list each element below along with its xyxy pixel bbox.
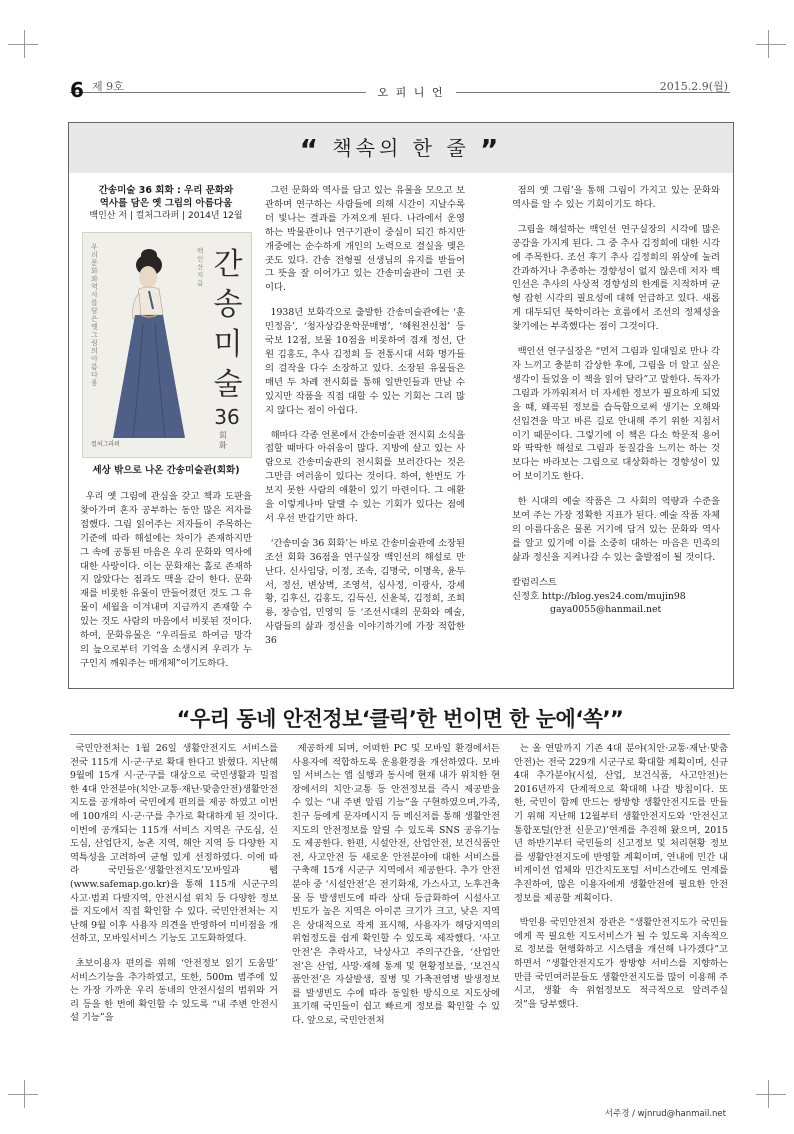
paragraph: ‘간송미술 36 회화’는 바로 간송미술관에 소장된 조선 회화 36점을 연구실장 백인선의 해설로 만난다. 신사임당, 이정, 조속, 김명국, 이명욱, 윤두서, 정선, 변상벽, 조영석, 심사정, 이광사, 강세황, 김후신, 김홍도, 김득신, 신윤복, 김정희, 조희룡, 장승업, 민영익 등 ‘조선시대의 문화와 예술, 사람들의 삶과 정신을 이야기하기에 가장 적합한 36 — [265, 537, 465, 647]
article-byline: 서주경 / wjnrud@hanmail.net — [604, 1109, 726, 1119]
article-col2 — [292, 742, 500, 1038]
paragraph: 국민안전처는 1월 26일 생활안전지도 서비스를 전국 115개 시·군·구로 확대 한다고 밝혔다. 지난해 9월에 15개 시·군·구를 대상으로 국민생활과 밀접한 4대 안전분야(치안·교통·재난·맞춤안전)생활안전지도를 공개하여 국민에게 편의를 제공 하였고 이번에 100개의 시·군·구를 추가로 확대하게 된 것이다. 이번에 공개되는 115개 서비스 지역은 구도심, 신도심, 산업단지, 농촌 지역, 해안 지역 등 다양한 지역특성을 고려하여 균형 있게 선정하였다. 이에 따라 국민들은‘생활안전지도’모바일과 웹(www.safemap.go.kr)을 통해 115개 시군구의 사고·범죄 다발지역, 안전시설 위치 등 다양한 정보를 지도에서 직접 확인할 수 있다. 국민안전처는 지난해 9월 이후 사용자 의견을 반영하여 미비점을 개선하고, 모바일서비스 기능도 고도화하였다. — [70, 743, 278, 945]
column-text-col1 — [80, 490, 252, 682]
paragraph: 는 올 연말까지 기존 4대 분야(치안·교통·재난·맞춤안전)는 전국 229개 시군구로 확대할 계획이며, 신규 4대 추가분야(시설, 산업, 보건식품, 사고안전)는 2016년까지 단계적으로 확대해 나갈 방침이다. 또한, 국민이 함께 만드는 쌍방향 생활안전지도를 만들기 위해 지난해 12월부터 생활안전지도와 ‘안전신고통합포털(안전 신문고)’연계를 추진해 왔으며, 2015년 하반기부터 국민들의 신고정보 및 처리현황 정보를 생활안전지도에 반영할 계획이며, 연내에 민간 내비게이션 업체와 민간지도포털 서비스간에도 연계를 추진하여, 많은 이용자에게 생활안전에 필요한 안전정보를 제공할 계획이다. — [514, 743, 728, 904]
book-title-line1: 간송미술 36 회화 : 우리 문화와 — [98, 185, 234, 196]
book-cover-image — [82, 232, 252, 458]
close-quote-icon: ” — [480, 133, 503, 166]
paragraph: 한 시대의 예술 작품은 그 사회의 역량과 수준을 보여 주는 가장 정확한 지표가 된다. 예술 작품 자체의 아름다움은 물론 거기에 담겨 있는 문화와 역사를 알고 있기에 이를 소중히 대하는 마음은 민족의 삶과 정신을 지켜나갈 수 있는 출발점이 될 것이다. — [512, 496, 720, 563]
cover-title: 간송미술 — [213, 247, 243, 402]
paragraph: 1938년 보화각으로 출발한 간송미술관에는 ‘훈민정음’, ‘청자상감운학문매병’, ‘혜원전신첩’ 등 국보 12점, 보물 10점을 비롯하여 겸재 정선, 단원 김홍도, 추사 김정희 등 전통시대 서화 명가들의 걸작을 다수 소장하고 있다. 소장된 유물들은 매년 두 차례 전시회를 통해 일반인들과 만날 수 있지만 작품을 직접 대할 수 있는 기회는 그리 많지 않다는 점이 아쉽다. — [265, 307, 465, 416]
cover-caption: 세상 밖으로 나온 간송미술관(회화) — [92, 465, 240, 476]
paragraph: 제공하게 되며, 어떠한 PC 및 모바일 환경에서든 사용자에 적합하도록 운용환경을 개선하였다. 모바일 서비스는 앱 실행과 동시에 현재 내가 위치한 현장에서의 치안·교통 등 안전정보를 즉시 제공받을 수 있는 “내 주변 알림 기능”을 구현하였으며,가족, 친구 등에게 문자메시지 등 메신저를 통해 생활안전지도의 안전정보를 알릴 수 있도록 SNS 공유기능도 제공한다. 한편, 시설안전, 산업안전, 보건식품안전, 사고안전 등 새로운 안전분야에 대한 서비스를 구축해 15개 시군구 지역에서 제공한다. 추가 안전분야 중 ‘시설안전’은 전기화재, 가스사고, 노후건축물 등 발생빈도에 따라 상대 등급화하여 시설사고 빈도가 높은 지역은 아이콘 크기가 크고, 낮은 지역은 상대적으로 작게 표시해, 사용자가 해당지역의 위험정도를 쉽게 확인할 수 있도록 제작했다. ‘사고안전’은 추락사고, 낙상사고 주의구간을, ‘산업안전’은 산업, 사망·재해 통계 및 현황정보를, ‘보건식품안전’은 자살발생, 질병 및 가축전염병 발생정보를 발생빈도 수에 따라 동일한 방식으로 지도상에 표기해 국민들이 쉽고 빠르게 정보를 확인할 수 있다. 앞으로, 국민안전처 — [292, 743, 500, 1026]
section-title: 오 피 니 언 — [366, 84, 456, 100]
paragraph: 그림을 해설하는 백인선 연구실장의 시각에 많은 공감을 가지게 된다. 그 중 추사 김정희에 대한 시각에 주목한다. 조선 후기 추사 김정희의 위상에 눌려 간과하거나 추종하는 경향성이 없지 않은데 저자 백인선은 추사의 사상적 경향성의 한계를 지적하며 균형 잡힌 시각의 필요성에 대해 언급하고 있다. 새롭게 대두되던 북학이라는 흐름에서 조선의 정체성을 찾기에는 부족했다는 점이 그것이다. — [512, 223, 720, 333]
column-title-text: 책속의 한 줄 — [332, 136, 470, 160]
column-text-col3 — [512, 184, 720, 617]
issue-date: 2015.2.9(월) — [659, 80, 728, 93]
columnist-title: 칼럼리스트 — [512, 576, 557, 588]
column-title — [69, 123, 733, 173]
cover-publisher: 컬처그라퍼 — [91, 441, 120, 448]
columnist-blog[interactable]: 신정호 http://blog.yes24.com/mujin98 — [512, 590, 686, 602]
paragraph: 우리 옛 그림에 관심을 갖고 책과 도판을 찾아가며 혼자 공부하는 동안 많은 저자를 접했다. 그림 읽어주는 저자들이 주목하는 기준에 따라 해설에는 차이가 존재하지만 그 속에 공통된 마음은 우리 문화와 역사에 대한 사랑이다. 이는 문화재는 홀로 존재하지 않았다는 점과도 맥을 같이 한다. 문화재를 비롯한 유물이 만들어졌던 것도 그 유물이 세월을 이겨내며 지금까지 존재할 수 있는 것도 사람의 마음에서 비롯된 것이다. 하여, 문화유물은 “우리들로 하여금 망각의 늪으로부터 기억을 소생시켜 우리가 누구인지 깨워주는 매개체”이기도하다. — [80, 491, 252, 669]
paragraph: 초보이용자 편의를 위해 ‘안전정보 읽기 도움말’ 서비스기능을 추가하였고, 또한, 500m 범주에 있는 가장 가까운 우리 동네의 안전시설의 범위와 거리 등을 한 번에 확인할 수 있도록 “내 주변 안전시설 기능”을 — [70, 957, 278, 1024]
page-number: 6 — [70, 78, 84, 102]
columnist-email[interactable]: gaya0055@hanmail.net — [550, 604, 662, 616]
cover-author: 백인산 지음 — [197, 247, 204, 287]
cover-subtitle: 회화 — [219, 431, 227, 450]
open-quote-icon: “ — [299, 133, 322, 166]
paragraph: 박인용 국민안전처 장관은 “생활안전지도가 국민들에게 꼭 필요한 지도서비스가 될 수 있도록 지속적으로 정보를 현행화하고 시스템을 개선해 나가겠다”고 하면서 “생활안전지도가 쌍방향 서비스를 지향하는 만큼 국민여러분들도 생활안전지도를 많이 이용해 주시고, 생활 속 위험정보도 적극적으로 알려주실 것”을 당부했다. — [514, 917, 728, 1010]
article-col3 — [514, 742, 728, 1022]
article-col1 — [70, 742, 278, 1036]
book-publication-info: 백인산 저 | 컬처그라퍼 | 2014년 12월 — [89, 211, 243, 221]
page-header — [70, 76, 730, 100]
article-headline: “우리 동네 안전정보‘클릭’한 번이면 한 눈에‘쏙’” — [176, 707, 624, 731]
cover-vertical-text: 우리 문화와 역사를 담은 옛 그림의 아름다움 — [91, 243, 98, 387]
paragraph: 백인선 연구실장은 “먼저 그림과 일대일로 만나 각자 느끼고 충분히 감상한 후에, 그림을 더 알고 싶은 생각이 들었을 이 책을 읽어 달라”고 말한다. 독자가 그림과 가까워져서 더 자세한 정보가 필요하게 되었을 때, 왜곡된 정보를 습득함으로써 생기는 오해와 선입견을 막고 바른 길로 안내해 주기 위한 지침서이기 때문이다. 그렇기에 이 책은 다소 학문적 용어와 딱딱한 해설로 그림과 동질감을 느끼는 하는 것 보다는 바라보는 그림으로 대상화하는 경향성이 있어 보이기도 한다. — [512, 346, 721, 483]
cover-number: 36 — [214, 405, 240, 429]
issue-number: 제 9호 — [92, 80, 124, 93]
column-text-col2 — [265, 184, 465, 659]
book-title-line2: 역사를 담은 옛 그림의 아름다움 — [99, 198, 233, 209]
headline-rule — [70, 734, 730, 735]
book-info — [80, 184, 252, 223]
paragraph: 그런 문화와 역사를 담고 있는 유물을 모으고 보관하며 연구하는 사람들에 의해 시간이 지날수록 더 빛나는 결과를 가져오게 된다. 나라에서 운영하는 박물관이나 연구기관이 중심이 되긴 하지만 개중에는 순수하게 개인의 노력으로 결실을 맺은 곳도 있다. 간송 전형필 선생님의 유지를 받들어 그 뜻을 잘 이어가고 있는 간송미술관이 그런 곳이다. — [265, 185, 465, 294]
paragraph: 점의 옛 그림’을 통해 그림이 가지고 있는 문화와 역사를 알 수 있는 기회이기도 하다. — [512, 185, 720, 210]
paragraph: 해마다 각종 언론에서 간송미술관 전시회 소식을 접할 때마다 아쉬움이 많다. 지방에 살고 있는 사람으로 간송미술관의 전시회를 보러간다는 것은 그만큼 여러움이 있다는 것이다. 하여, 한번도 가보지 못한 사람의 애환이 있기 마련이다. 그 애환을 이렇게나마 달랠 수 있는 기회가 있다는 점에서 우선 반갑기만 하다. — [265, 429, 465, 524]
